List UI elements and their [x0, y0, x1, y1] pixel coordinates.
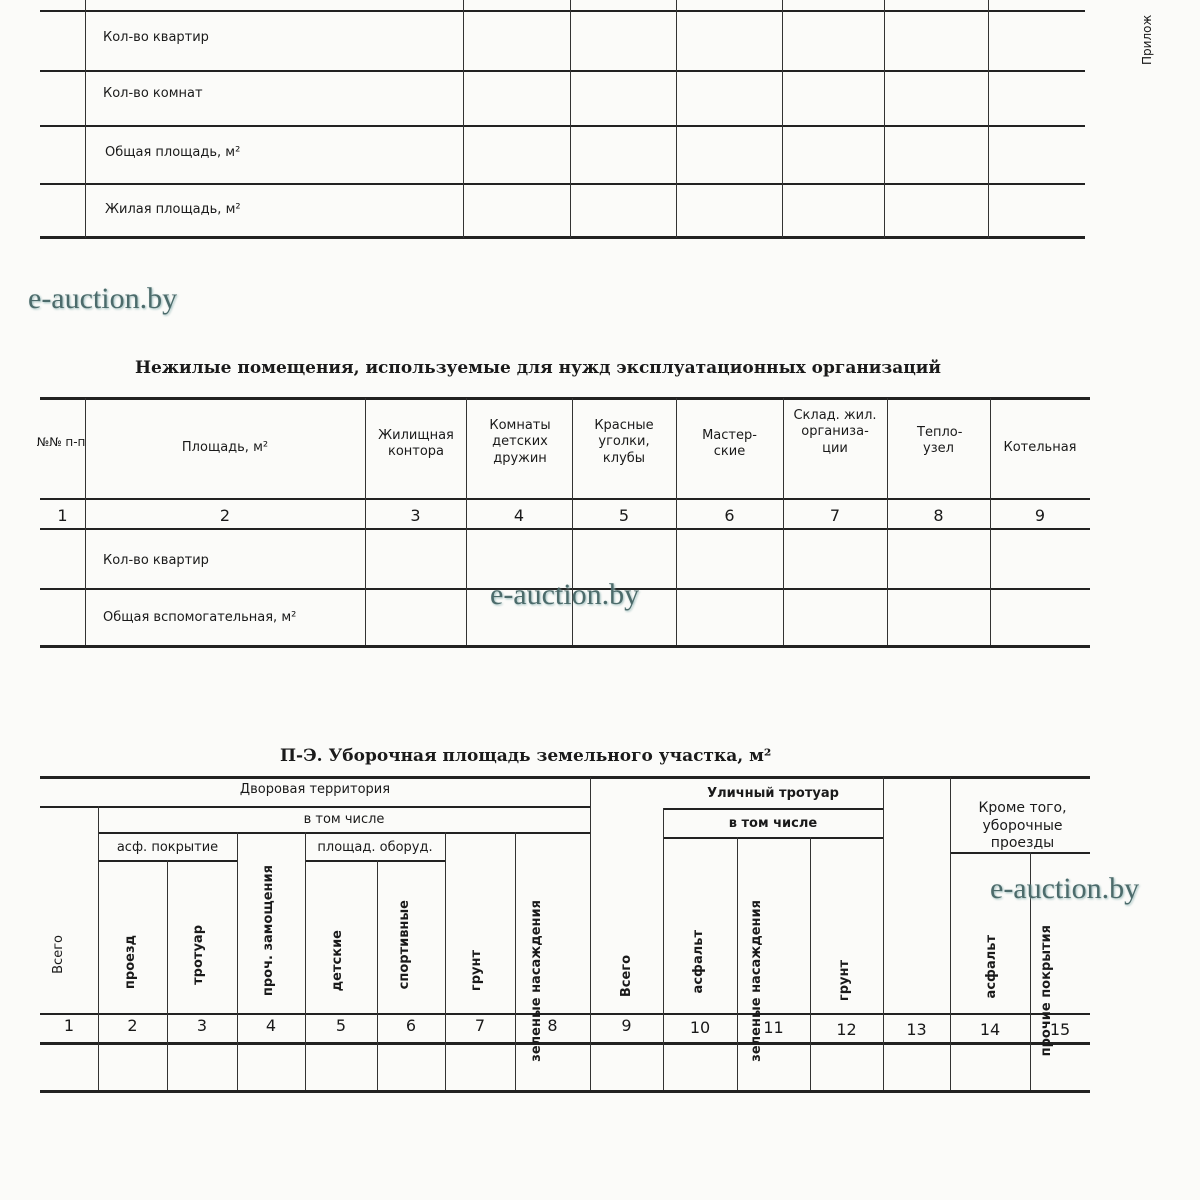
column-number: 2	[127, 1016, 138, 1035]
column-header: асфальт	[984, 935, 999, 999]
header-cell: Жилищная контора	[378, 428, 454, 460]
header-cell: Котельная	[1003, 440, 1077, 455]
group-header-yard: Дворовая территория	[239, 782, 391, 797]
header-cell: №№ п-п	[36, 435, 86, 449]
column-header: спортивные	[397, 900, 412, 990]
column-number: 4	[513, 506, 525, 525]
column-number: 13	[906, 1020, 927, 1039]
column-number: 2	[219, 506, 231, 525]
subgroup-header: в том числе	[303, 812, 385, 827]
header-cell: Тепло-узел	[917, 425, 963, 457]
section-title: Нежилые помещения, используемые для нужд эксплуатационных организаций	[135, 358, 942, 378]
row-label: Кол-во комнат	[103, 86, 203, 101]
column-number: 7	[474, 1016, 486, 1035]
column-number: 1	[57, 506, 68, 525]
column-number: 7	[829, 506, 841, 525]
column-number: 14	[979, 1020, 1001, 1039]
column-number: 10	[689, 1018, 711, 1037]
row-label: Общая вспомогательная, м²	[103, 610, 297, 625]
watermark: e-auction.by	[490, 578, 640, 611]
header-cell: Мастер-ские	[702, 428, 757, 460]
row-label: Общая площадь, м²	[105, 145, 241, 160]
column-header: проезд	[123, 935, 138, 990]
header-cell: Комнаты детских дружин	[489, 418, 551, 466]
column-number: 1	[63, 1016, 75, 1035]
column-number: 8	[933, 506, 944, 525]
column-header: зеленые насаждения	[749, 900, 764, 1062]
column-number: 5	[618, 506, 630, 525]
column-number: 12	[836, 1020, 857, 1039]
section-title: П-Э. Уборочная площадь земельного участка, м²	[280, 746, 772, 766]
column-header: детские	[330, 930, 345, 992]
column-number: 5	[335, 1016, 347, 1035]
column-header: Всего	[619, 955, 634, 998]
column-number: 15	[1049, 1020, 1071, 1039]
subgroup-header: асф. покрытие	[116, 840, 219, 855]
column-number: 6	[405, 1016, 417, 1035]
column-header: тротуар	[191, 925, 206, 985]
column-header: проч. замощения	[261, 865, 276, 997]
row-label: Жилая площадь, м²	[105, 202, 241, 217]
column-number: 9	[1034, 506, 1046, 525]
column-number: 3	[196, 1016, 208, 1035]
subgroup-header: площад. оборуд.	[317, 840, 433, 855]
header-cell: Площадь, м²	[181, 440, 269, 455]
row-label: Кол-во квартир	[103, 30, 209, 45]
row-label: Кол-во квартир	[103, 553, 209, 568]
column-header: зеленые насаждения	[529, 900, 544, 1062]
column-header: асфальт	[691, 930, 706, 994]
header-cell: Склад. жил. организа-ции	[793, 408, 877, 456]
column-number: 4	[265, 1016, 277, 1035]
watermark: e-auction.by	[990, 872, 1140, 905]
group-header-besides: Кроме того, уборочные проезды	[978, 800, 1067, 851]
column-header: грунт	[469, 950, 484, 992]
column-number: 9	[621, 1016, 632, 1035]
subgroup-header: в том числе	[728, 816, 818, 831]
column-number: 8	[547, 1016, 558, 1035]
column-header: Всего	[51, 935, 66, 974]
column-number: 11	[763, 1018, 784, 1037]
watermark: e-auction.by	[28, 282, 178, 315]
column-header: грунт	[837, 960, 852, 1002]
header-cell: Красные уголки, клубы	[594, 418, 654, 466]
group-header-street: Уличный тротуар	[707, 786, 839, 801]
column-header: прочие покрытия	[1039, 925, 1054, 1057]
column-number: 3	[410, 506, 421, 525]
column-number: 6	[724, 506, 735, 525]
appendix-label: Прилож	[1140, 14, 1154, 65]
